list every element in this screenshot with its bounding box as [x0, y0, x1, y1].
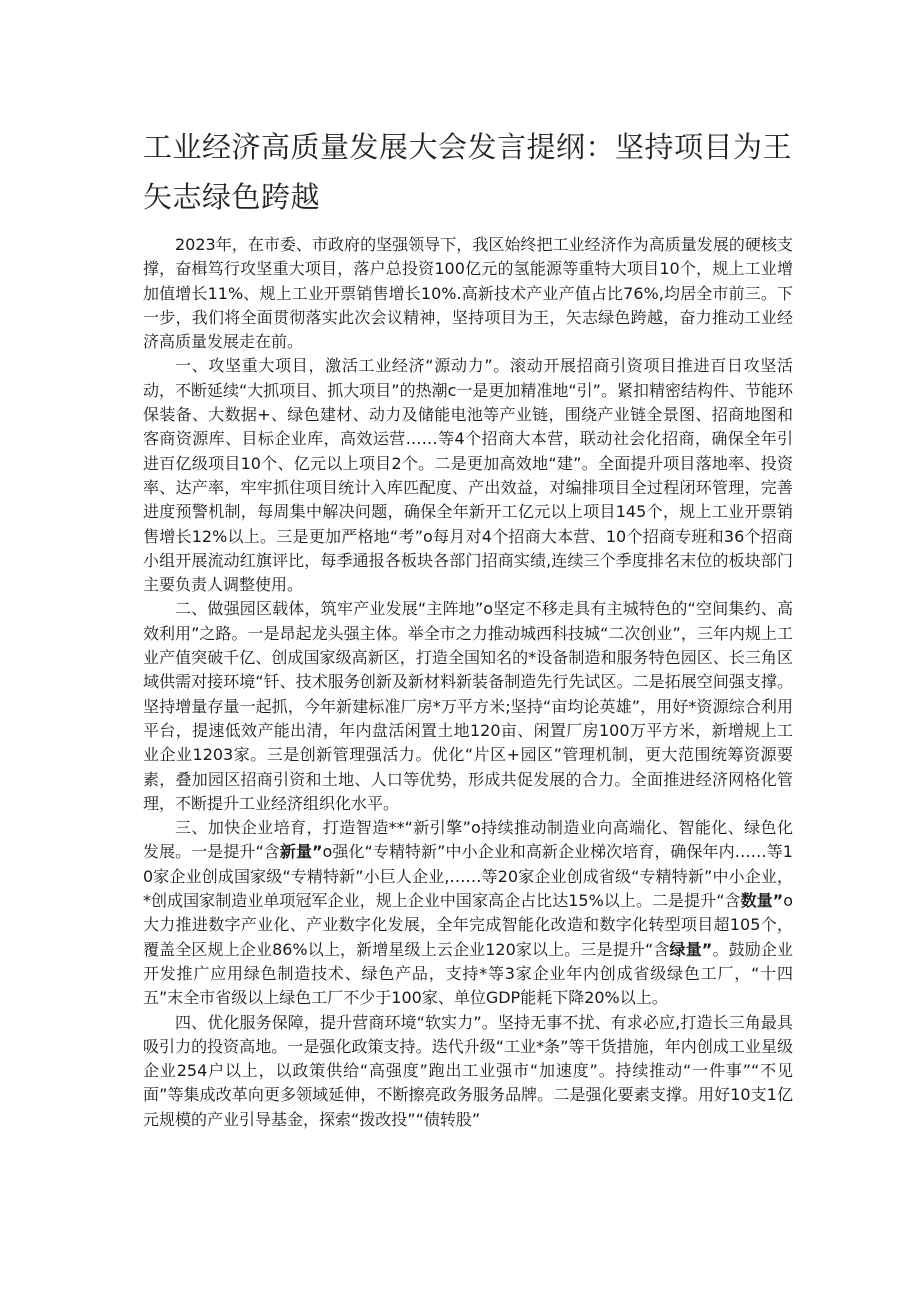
section-3-text-a: 三、加快企业培育，打造智造**“新引擎”o持续推动制造业向高端化、智能化、绿色化发展。一是提升“含 [143, 818, 793, 862]
section-3-text-d: 。鼓励企业开发推广应用绿色制造技术、绿色产品，支持*等3家企业年内创成省级绿色工厂，“十四五”末全市省级以上绿色工厂不少于100家、单位GDP能耗下降20%以上。 [143, 939, 793, 1008]
title-line-2: 矢志绿色跨越 [143, 180, 321, 214]
document-title [143, 122, 793, 222]
document-page [143, 122, 793, 1132]
section-3-text-b: o强化“专精特新”中小企业和高新企业梯次培育，确保年内……等10家企业创成国家级“专精特新”小巨人企业,……等20家企业创成省级“专精特新”中小企业，*创成国家制造业单项冠军企业，规上企业中国家高企占比达15%以上。二是提升“含 [143, 842, 793, 911]
section-2-paragraph: 二、做强园区载体，筑牢产业发展“主阵地”o坚定不移走具有主城特色的“空间集约、高效利用”之路。一是昂起龙头强主体。举全市之力推动城西科技城“二次创业”，三年内规上工业产值突破千亿、创成国家级高新区，打造全国知名的*设备制造和服务特色园区、长三角区域供需对接环境“钎、技术服务创新及新材料新装备制造先行先试区。二是拓展空间强支撑。坚持增量存量一起抓，今年新建标准厂房*万平方米;坚持“亩均论英雄”，用好*资源综合利用平台，提速低效产能出清，年内盘活闲置土地120亩、闲置厂房100万平方米，新增规上工业企业1203家。三是创新管理强活力。优化“片区+园区”管理机制，更大范围统筹资源要素，叠加园区招商引资和土地、人口等优势，形成共促发展的合力。全面推进经济网格化管理，不断提升工业经济组织化水平。 [143, 599, 793, 813]
section-3-text-c: o大力推进数字产业化、产业数字化发展，全年完成智能化改造和数字化转型项目超105个，覆盖全区规上企业86%以上，新增星级上云企业120家以上。三是提升“含 [143, 891, 793, 959]
title-line-1: 工业经济高质量发展大会发言提纲：坚持项目为王 [143, 130, 793, 164]
section-3-bold-xinliang: 新量” [279, 842, 323, 862]
section-3-bold-lvliang: 绿量” [669, 939, 713, 959]
section-1-paragraph: 一、攻坚重大项目，激活工业经济“源动力”。滚动开展招商引资项目推进百日攻坚活动，不断延续“大抓项目、抓大项目”的热潮c一是更加精准地“引”。紧扣精密结构件、节能环保装备、大数据+、绿色建材、动力及储能电池等产业链，围绕产业链全景图、招商地图和客商资源库、目标企业库，高效运营……等4个招商大本营，联动社会化招商，确保全年引进百亿级项目10个、亿元以上项目2个。二是更加高效地“建”。全面提升项目落地率、投资率、达产率，牢牢抓住项目统计入库匹配度、产出效益，对编排项目全过程闭环管理，完善进度预警机制，每周集中解决问题，确保全年新开工亿元以上项目145个，规上工业开票销售增长12%以上。三是更加严格地“考”o每月对4个招商大本营、10个招商专班和36个招商小组开展流动红旗评比，每季通报各板块各部门招商实绩,连续三个季度排名末位的板块部门主要负责人调整使用。 [143, 356, 793, 595]
intro-paragraph: 2023年，在市委、市政府的坚强领导下，我区始终把工业经济作为高质量发展的硬核支撑，奋楫笃行攻坚重大项目，落户总投资100亿元的氢能源等重特大项目10个，规上工业增加值增长11%、规上工业开票销售增长10%.高新技术产业产值占比76%,均居全市前三。下一步，我们将全面贯彻落实此次会议精神，坚持项目为王，矢志绿色跨越，奋力推动工业经济高质量发展走在前。 [143, 235, 793, 352]
section-3-paragraph [143, 816, 793, 1010]
section-3-bold-shuliang: 数量” [740, 891, 784, 911]
section-4-paragraph: 四、优化服务保障，提升营商环境“软实力”。坚持无事不扰、有求必应,打造长三角最具吸引力的投资高地。一是强化政策支持。迭代升级“工业*条”等干货措施，年内创成工业星级企业254户以上，以政策供给“高强度”跑出工业强市“加速度”。持续推动“一件事”“不见面”等集成改革向更多领域延伸，不断擦亮政务服务品牌。二是强化要素支撑。用好10支1亿元规模的产业引导基金，探索“拨改投”“债转股” [143, 1012, 793, 1129]
